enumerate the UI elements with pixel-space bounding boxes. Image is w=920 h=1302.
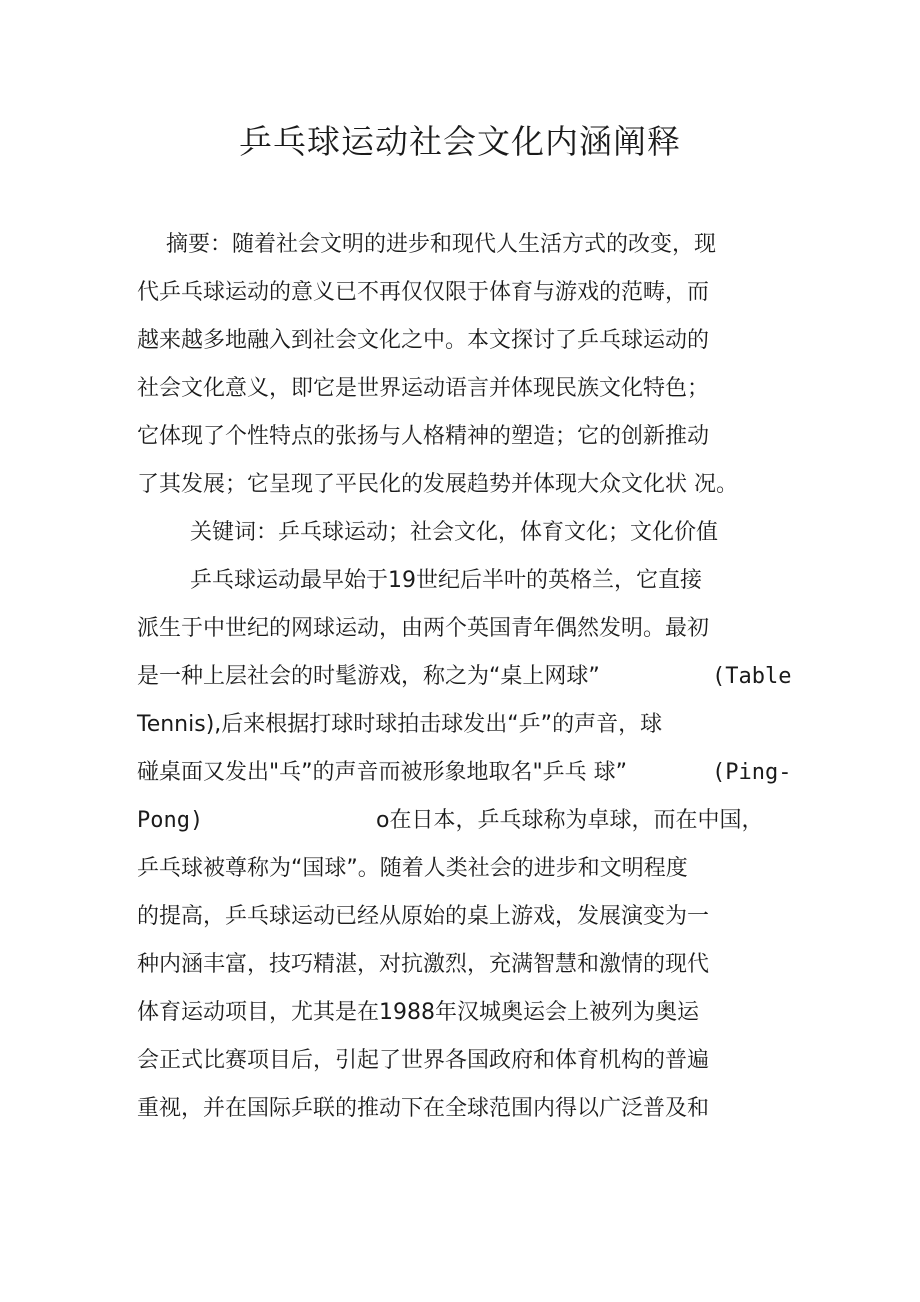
body-line: 是一种上层社会的时髦游戏，称之为“桌上网球” (137, 664, 600, 689)
body-line: 乒乓球被尊称为“国球”。随着人类社会的进步和文明程度 (137, 856, 688, 881)
body-line: 的提高，乒乓球运动已经从原始的桌上游戏，发展演变为一 (137, 904, 710, 929)
body-line: Tennis),后来根据打球时球拍击球发出“乒”的声音，球 (137, 712, 663, 737)
body-line: 种内涵丰富，技巧精湛，对抗激烈，充满智慧和激情的现代 (137, 952, 710, 977)
body-line: 碰桌面又发出"乓”的声音而被形象地取名"乒乓 球” (137, 760, 628, 785)
body-line: 派生于中世纪的网球运动，由两个英国青年偶然发明。最初 (137, 616, 710, 641)
body-line: 体育运动项目，尤其是在1988年汉城奥运会上被列为奥运 (137, 1000, 699, 1025)
body-line: o在日本，乒乓球称为卓球，而在中国， (376, 808, 764, 833)
abstract-line: 摘要：随着社会文明的进步和现代人生活方式的改变，现 (166, 232, 717, 257)
body-line: Pong) (137, 808, 204, 833)
document-title: 乒乓球运动社会文化内涵阐释 (239, 122, 681, 161)
abstract-line: 社会文化意义，即它是世界运动语言并体现民族文化特色； (137, 376, 710, 401)
body-line: 会正式比赛项目后，引起了世界各国政府和体育机构的普遍 (137, 1048, 710, 1073)
body-line: 重视，并在国际乒联的推动下在全球范围内得以广泛普及和 (137, 1096, 710, 1121)
body-line-tail: (Table (712, 664, 792, 689)
keywords-line: 关键词：乒乓球运动；社会文化，体育文化；文化价值 (190, 520, 719, 545)
abstract-line: 它体现了个性特点的张扬与人格精神的塑造；它的创新推动 (137, 424, 710, 449)
body-line: 乒乓球运动最早始于19世纪后半叶的英格兰，它直接 (190, 568, 702, 593)
abstract-line: 了其发展；它呈现了平民化的发展趋势并体现大众文化状 况。 (137, 472, 738, 497)
body-line-tail: (Ping- (712, 760, 792, 785)
abstract-line: 越来越多地融入到社会文化之中。本文探讨了乒乓球运动的 (137, 328, 710, 353)
abstract-line: 代乒乓球运动的意义已不再仅仅限于体育与游戏的范畴，而 (137, 280, 710, 305)
